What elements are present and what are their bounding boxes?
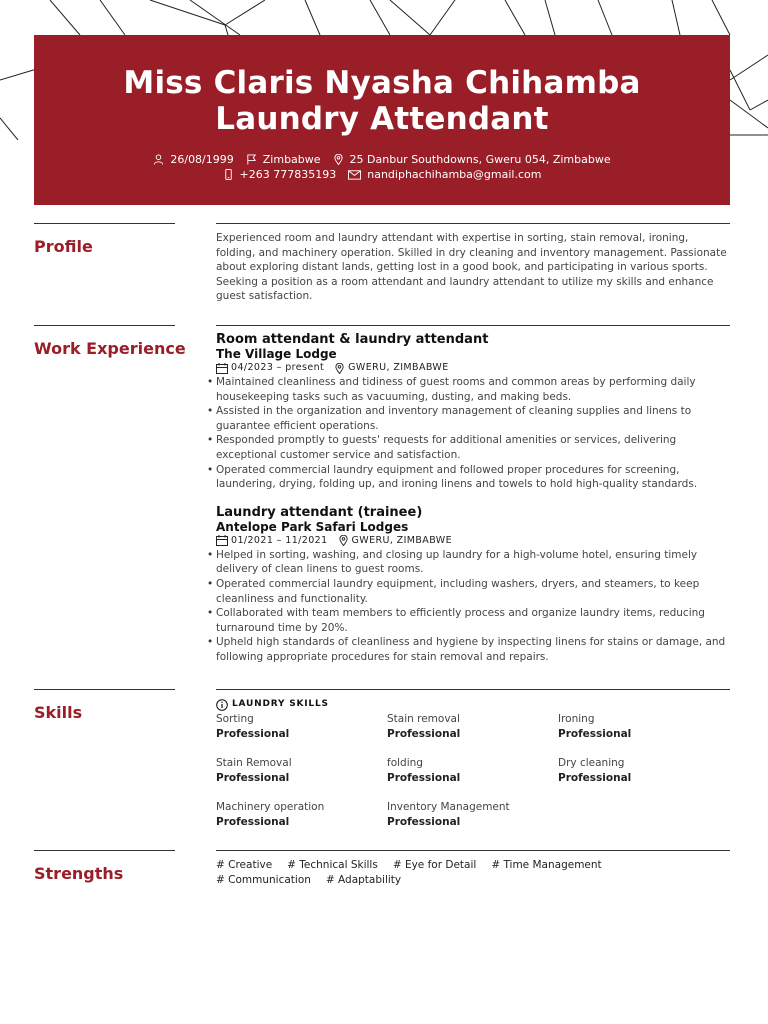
profile-section (34, 223, 730, 313)
skill-item (216, 800, 387, 830)
job-company: The Village Lodge (216, 347, 337, 361)
divider (216, 689, 730, 690)
skill-name: Stain removal (387, 713, 460, 725)
skill-level: Professional (558, 728, 632, 740)
divider (34, 325, 175, 326)
job-dates: 04/2023 – present (231, 362, 325, 373)
skill-level: Professional (387, 728, 461, 740)
candidate-name: Miss Claris Nyasha Chihamba Laundry Attendant (123, 65, 641, 137)
skill-item (387, 800, 558, 830)
job-title: Laundry attendant (trainee) (216, 504, 423, 520)
skill-item (387, 756, 558, 786)
job-bullet: • Helped in sorting, washing, and closing up laundry for a high-volume hotel, ensuring timely delivery of clean linens to guest rooms. (216, 548, 730, 577)
location-pin-icon (333, 154, 344, 165)
job-title: Room attendant & laundry attendant (216, 332, 489, 347)
divider (34, 689, 175, 690)
divider (34, 850, 175, 851)
resume-header (34, 35, 730, 205)
birthdate-item (153, 152, 233, 167)
strength-tags (216, 858, 636, 887)
job-bullet: • Operated commercial laundry equipment, including washers, dryers, and steamers, to keep cleanliness and functionality. (216, 577, 730, 606)
address-item (333, 152, 611, 167)
job-bullet: • Assisted in the organization and inventory management of cleaning supplies and linens to guarantee efficient operations. (216, 404, 730, 433)
job-bullet: • Responded promptly to guests' requests for additional amenities or services, delivering exceptional customer service and satisfaction. (216, 433, 730, 462)
calendar-icon (216, 535, 228, 546)
skill-name: Ironing (558, 713, 595, 725)
country: Zimbabwe (262, 153, 321, 166)
skills-section (34, 689, 730, 839)
skill-item (558, 756, 730, 786)
skill-level: Professional (387, 816, 461, 828)
skill-name: Sorting (216, 713, 254, 725)
phone-item[interactable] (223, 167, 337, 182)
job-meta (216, 361, 730, 375)
job-bullet: • Collaborated with team members to efficiently process and organize laundry items, reducing turnaround time by 20%. (216, 606, 730, 635)
skills-group-label: LAUNDRY SKILLS (232, 699, 329, 709)
divider (216, 850, 730, 851)
divider (216, 223, 730, 224)
info-circle-icon (216, 699, 228, 711)
location-pin-icon (338, 535, 349, 546)
skill-item (216, 712, 387, 742)
skill-item (387, 712, 558, 742)
strength-tag: # Adaptability (325, 873, 402, 886)
skill-item (558, 712, 730, 742)
strength-tag: # Technical Skills (287, 859, 378, 871)
email: nandiphachihamba@gmail.com (367, 168, 542, 181)
country-item (246, 152, 321, 167)
job-location: GWERU, ZIMBABWE (348, 362, 449, 373)
skill-level: Professional (216, 728, 290, 740)
profile-text: Experienced room and laundry attendant with expertise in sorting, stain removal, ironing, folding, and machinery operation. Skilled in dry cleaning and inventory management. Passionate about exploring distant lands, getting lost in a good book, and participating in various sports. Seeking a position as a room attendant and laundry attendant to utilize my skills and enhance guest satisfaction. (216, 232, 727, 303)
job-bullet: • Upheld high standards of cleanliness and hygiene by inspecting linens for stains or damage, and following appropriate procedures for stain removal and repairs. (216, 635, 730, 664)
email-item[interactable] (348, 167, 541, 182)
job-location-wrap (338, 534, 452, 548)
skill-level: Professional (558, 772, 632, 784)
job-entry (216, 332, 730, 492)
address: 25 Danbur Southdowns, Gweru 054, Zimbabwe (349, 153, 611, 166)
phone-icon (223, 169, 234, 180)
job-bullets (216, 375, 730, 492)
skill-name: Inventory Management (387, 801, 510, 813)
strength-tag: # Creative (216, 859, 273, 871)
skill-level: Professional (216, 772, 290, 784)
skill-level: Professional (387, 772, 461, 784)
work-experience-section (34, 325, 730, 680)
skill-name: folding (387, 757, 423, 769)
contact-info (34, 152, 730, 182)
job-bullets (216, 548, 730, 665)
location-pin-icon (334, 363, 345, 374)
strength-tag: # Time Management (491, 859, 602, 871)
section-title-skills: Skills (34, 703, 83, 722)
divider (216, 325, 730, 326)
job-dates: 01/2021 – 11/2021 (231, 534, 328, 546)
section-title-profile: Profile (34, 237, 93, 256)
skills-grid (216, 712, 730, 830)
skill-name: Dry cleaning (558, 757, 625, 769)
person-icon (153, 154, 164, 165)
section-title-work-experience: Work Experience (34, 339, 186, 358)
skill-name: Machinery operation (216, 801, 325, 813)
skills-body (216, 698, 730, 830)
job-meta (216, 534, 730, 548)
divider (34, 223, 175, 224)
job-entry (216, 505, 730, 665)
strength-tag: # Communication (216, 873, 311, 886)
job-location-wrap (334, 361, 448, 375)
jobs-list (216, 332, 730, 665)
job-company: Antelope Park Safari Lodges (216, 519, 409, 534)
birthdate: 26/08/1999 (170, 153, 234, 166)
strength-tag: # Eye for Detail (392, 859, 477, 871)
skills-group-heading (216, 698, 730, 711)
calendar-icon (216, 363, 228, 374)
job-bullet: • Maintained cleanliness and tidiness of guest rooms and common areas by performing daily housekeeping tasks such as vacuuming, dusting, and making beds. (216, 375, 730, 404)
section-title-strengths: Strengths (34, 864, 124, 883)
phone: +263 777835193 (239, 168, 337, 181)
envelope-icon (348, 169, 361, 180)
skill-item (216, 756, 387, 786)
job-location: GWERU, ZIMBABWE (351, 534, 452, 546)
skill-level: Professional (216, 816, 290, 828)
skill-name: Stain Removal (216, 757, 292, 769)
strengths-body (216, 858, 730, 887)
flag-icon (246, 154, 257, 165)
job-bullet: • Operated commercial laundry equipment and followed proper procedures for screening, laundering, drying, folding up, and ironing linens and towels to hold high-quality standards. (216, 463, 730, 492)
strengths-section (34, 850, 730, 910)
